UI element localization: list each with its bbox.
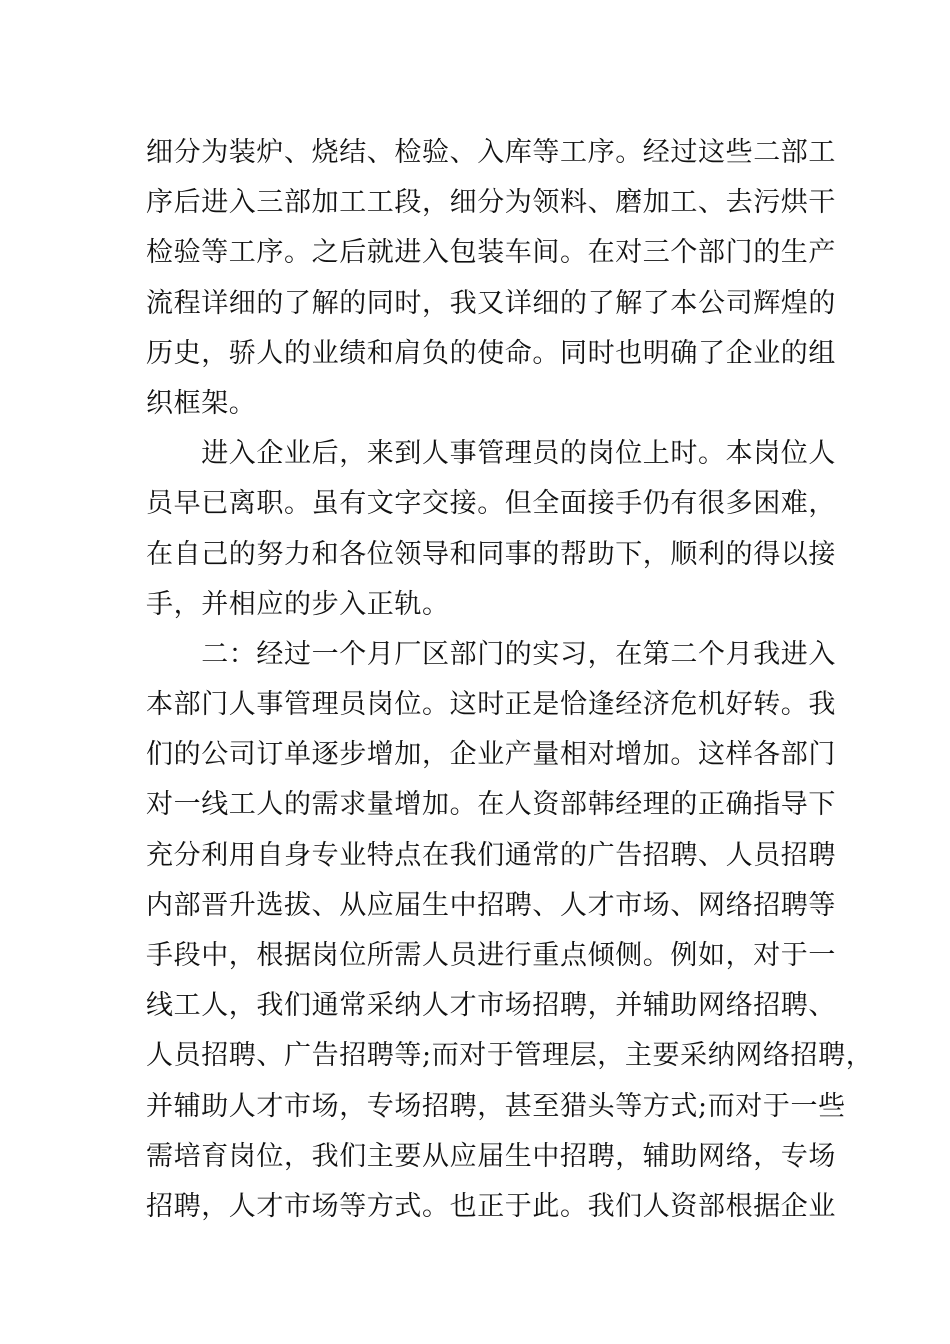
text-line: 序后进入三部加工工段，细分为领料、磨加工、去污烘干 bbox=[146, 187, 836, 219]
text-line: 在自己的努力和各位领导和同事的帮助下，顺利的得以接 bbox=[146, 538, 836, 570]
text-line: 内部晋升选拔、从应届生中招聘、人才市场、网络招聘等 bbox=[146, 889, 836, 921]
text-line: 流程详细的了解的同时，我又详细的了解了本公司辉煌的 bbox=[146, 287, 836, 319]
text-line: 织框架。 bbox=[146, 387, 257, 419]
text-line: 细分为装炉、烧结、检验、入库等工序。经过这些二部工 bbox=[146, 137, 836, 168]
text-line: 人员招聘、广告招聘等;而对于管理层，主要采纳网络招聘， bbox=[146, 1040, 874, 1072]
text-line: 需培育岗位，我们主要从应届生中招聘，辅助网络，专场 bbox=[146, 1140, 836, 1172]
text-line: 们的公司订单逐步增加，企业产量相对增加。这样各部门 bbox=[146, 739, 836, 771]
text-line: 线工人，我们通常采纳人才市场招聘，并辅助网络招聘、 bbox=[146, 990, 836, 1022]
text-line: 历史，骄人的业绩和肩负的使命。同时也明确了企业的组 bbox=[146, 337, 836, 369]
text-line: 进入企业后，来到人事管理员的岗位上时。本岗位人 bbox=[146, 438, 836, 470]
body-text bbox=[146, 128, 874, 1232]
text-line: 充分利用自身专业特点在我们通常的广告招聘、人员招聘 bbox=[146, 839, 836, 871]
text-line: 本部门人事管理员岗位。这时正是恰逢经济危机好转。我 bbox=[146, 689, 836, 721]
text-line: 手，并相应的步入正轨。 bbox=[146, 588, 450, 620]
text-line: 二：经过一个月厂区部门的实习，在第二个月我进入 bbox=[146, 638, 836, 670]
text-line: 手段中，根据岗位所需人员进行重点倾侧。例如，对于一 bbox=[146, 940, 836, 971]
text-line: 并辅助人才市场，专场招聘，甚至猎头等方式;而对于一些 bbox=[146, 1090, 846, 1122]
text-line: 对一线工人的需求量增加。在人资部韩经理的正确指导下 bbox=[146, 789, 836, 821]
text-line: 招聘，人才市场等方式。也正于此。我们人资部根据企业 bbox=[146, 1190, 836, 1222]
text-line: 检验等工序。之后就进入包装车间。在对三个部门的生产 bbox=[146, 237, 836, 269]
text-line: 员早已离职。虽有文字交接。但全面接手仍有很多困难， bbox=[146, 488, 836, 520]
